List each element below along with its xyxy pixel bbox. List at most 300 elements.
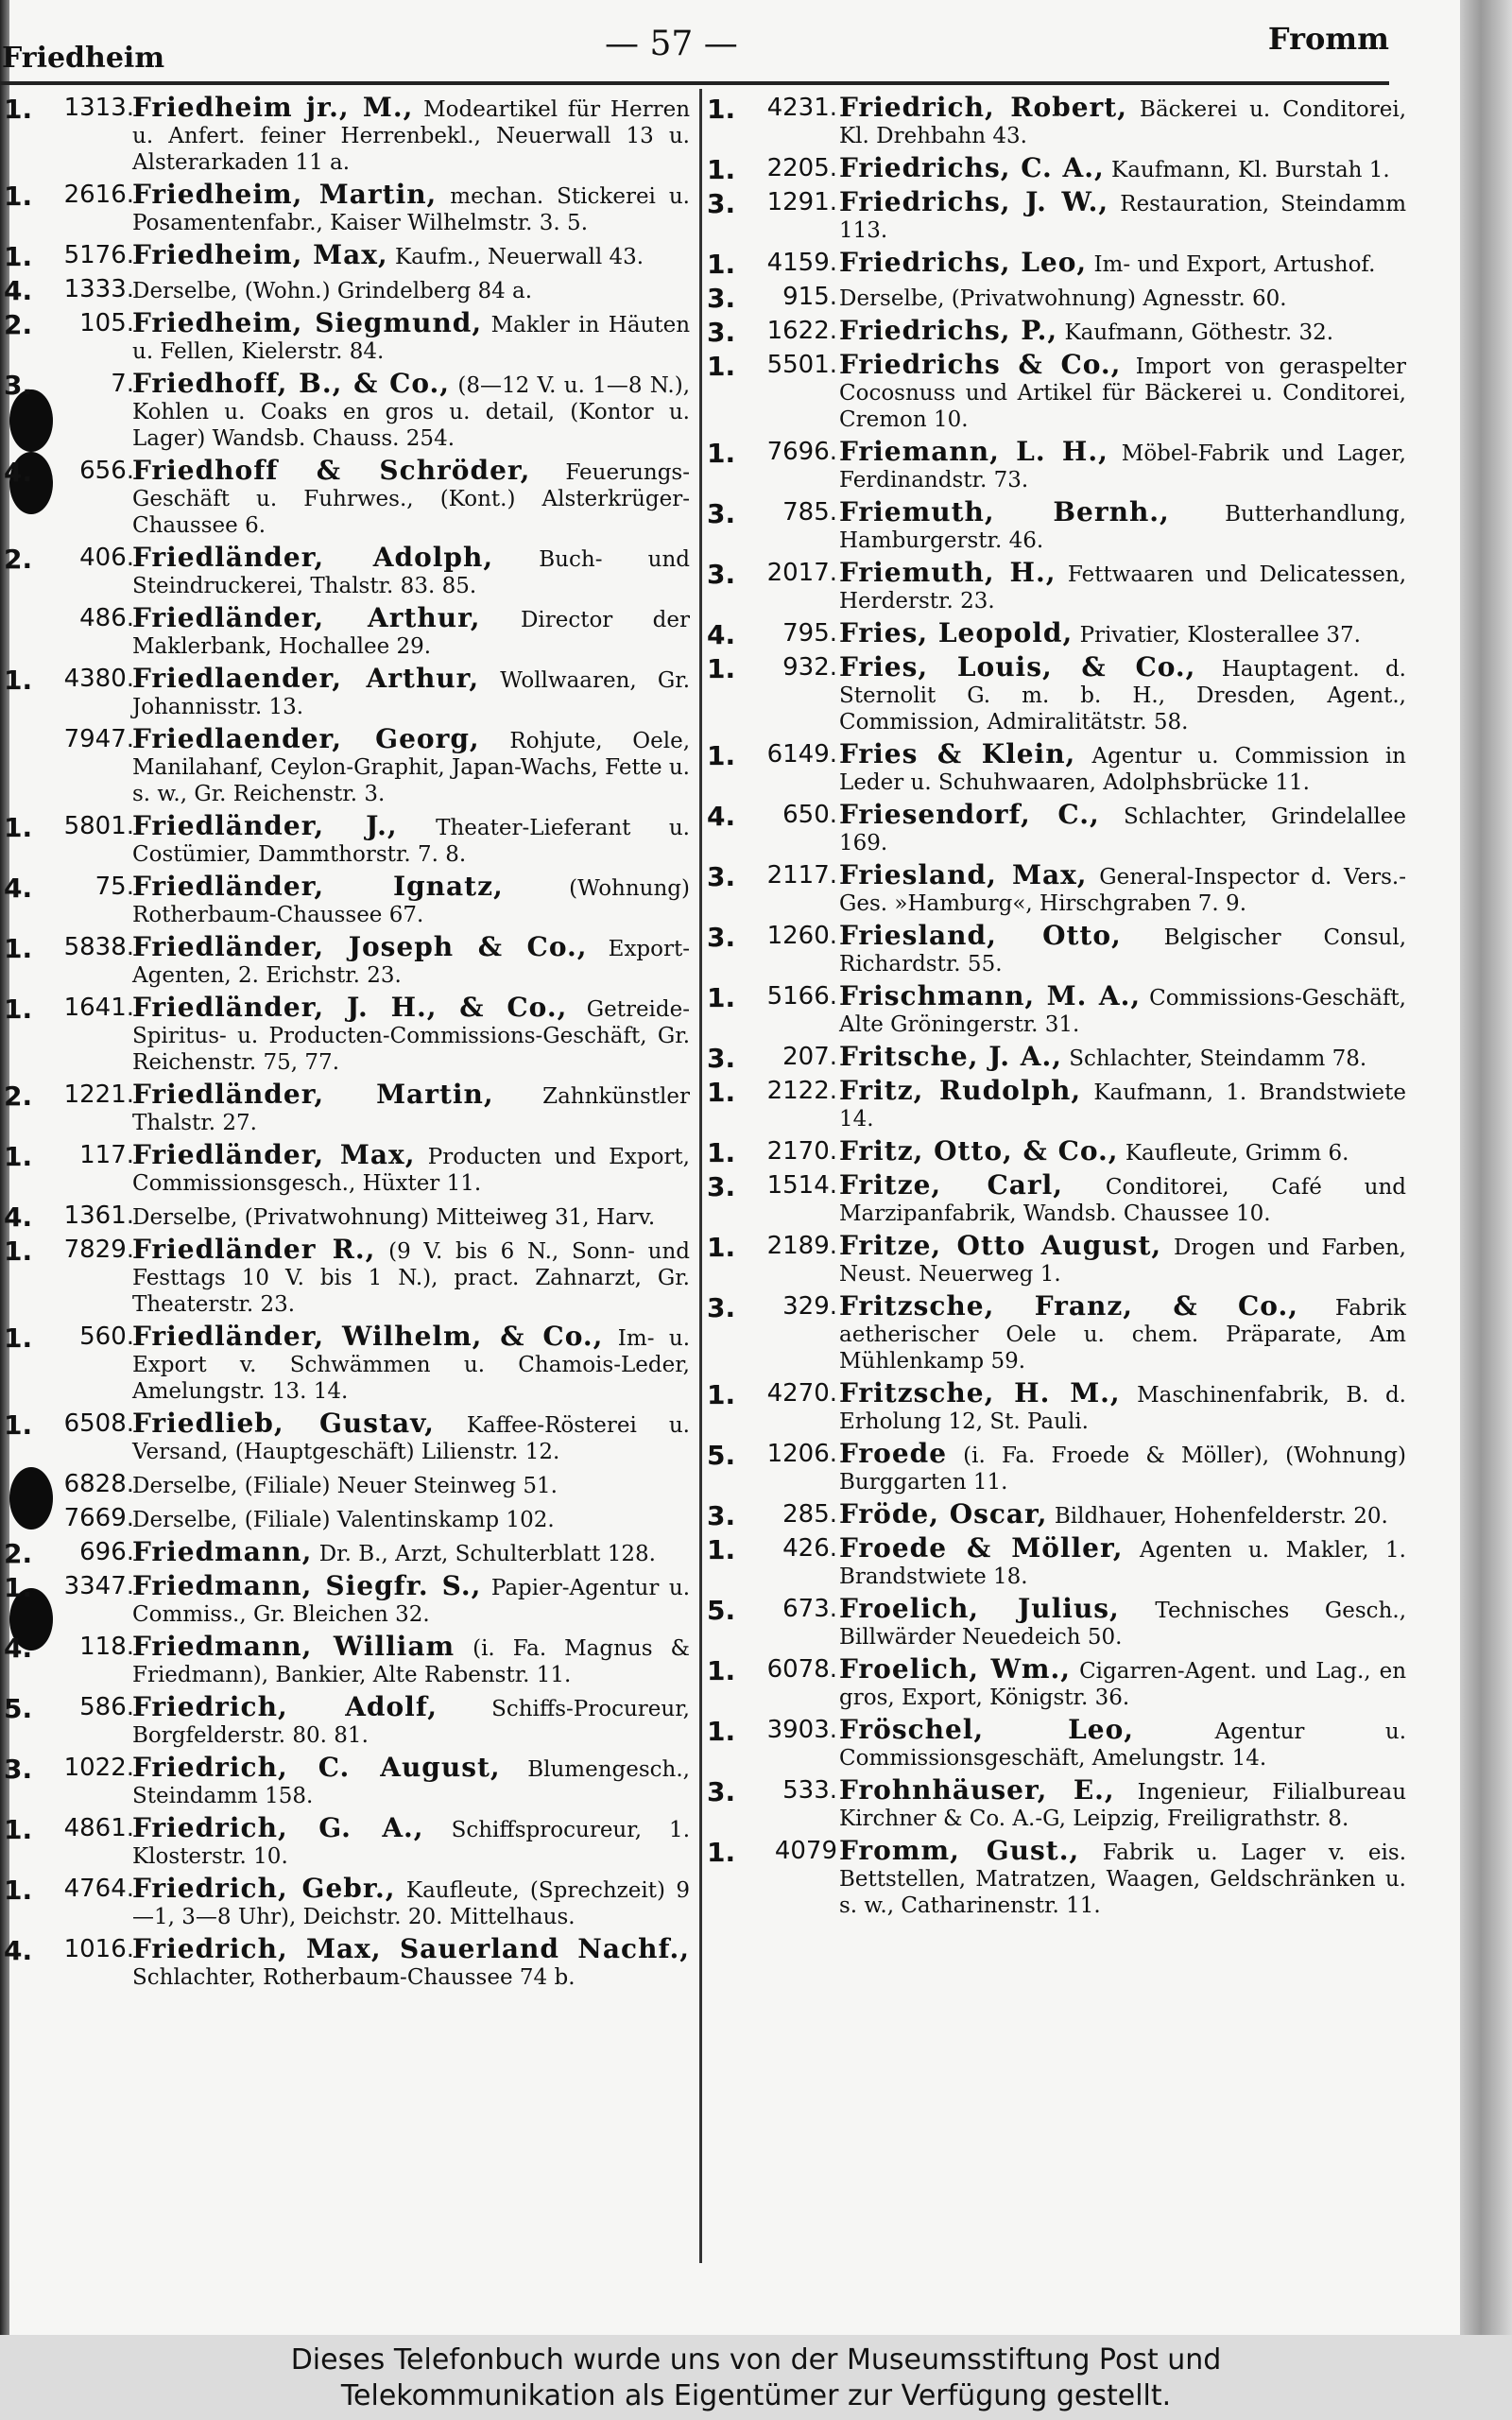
directory-entry [0, 1873, 690, 1930]
subscriber-details: Export-Agenten, 2. Erichstr. 23. [132, 937, 690, 988]
subscriber-name: Friedländer, Joseph & Co., [132, 931, 588, 962]
subscriber-details: Feuerungs-Geschäft u. Fuhrwes., (Kont.) Alsterkrüger-Chaussee 6. [132, 460, 690, 538]
subscriber-details: Fabrik u. Lager v. eis. Bettstellen, Matratzen, Waagen, Geldschränken u. s. w., Catharinenstr. 11. [839, 1841, 1407, 1918]
subscriber-name: Fritzsche, H. M., [839, 1377, 1121, 1409]
directory-entry [0, 1691, 690, 1749]
phone-number: 1361. [63, 1201, 134, 1230]
directory-entry [0, 276, 690, 304]
phone-number: 5838. [63, 933, 134, 961]
header-right-keyword: Fromm [1267, 21, 1389, 57]
page-header [0, 21, 1389, 78]
exchange-number: 1. [4, 1141, 33, 1172]
phone-number: 795. [782, 619, 837, 648]
directory-entry [0, 1410, 690, 1465]
phone-number: 1622. [766, 317, 837, 345]
exchange-number: 1. [4, 241, 33, 272]
exchange-number: 1. [4, 1875, 33, 1906]
subscriber-name: Froede [839, 1438, 948, 1469]
directory-entry [0, 931, 690, 989]
exchange-number: 3. [707, 922, 736, 953]
exchange-number: 4. [4, 1201, 33, 1233]
subscriber-name: Froede & Möller, [839, 1532, 1124, 1564]
directory-entry [707, 1169, 1407, 1227]
subscriber-name: Friedmann, William [132, 1631, 455, 1662]
subscriber-name: Fritz, Rudolph, [839, 1075, 1082, 1106]
phone-number: 5501. [766, 351, 837, 379]
subscriber-details: Im- u. Export v. Schwämmen u. Chamois-Leder, Amelungstr. 13. 14. [132, 1326, 691, 1404]
phone-number: 1291. [766, 188, 837, 216]
subscriber-name: Frohnhäuser, E., [839, 1774, 1115, 1806]
directory-entry [0, 810, 690, 868]
exchange-number: 4. [707, 801, 736, 832]
exchange-number: 1. [707, 1137, 736, 1168]
subscriber-name: Frischmann, M. A., [839, 980, 1142, 1011]
subscriber-details: (Wohnung) Rotherbaum-Chaussee 67. [132, 876, 690, 927]
phone-number: 7669. [63, 1504, 134, 1532]
directory-entry [0, 1812, 691, 1870]
directory-entry [0, 1570, 691, 1628]
phone-number: 1333. [63, 275, 134, 303]
exchange-number: 3. [707, 559, 736, 590]
subscriber-details: Fabrik aetherischer Oele u. chem. Präparate, Am Mühlenkamp 59. [839, 1296, 1406, 1374]
exchange-number: 1. [707, 351, 736, 382]
phone-number: 4861. [63, 1814, 134, 1842]
phone-number: 6078. [766, 1655, 837, 1684]
exchange-number: 2. [4, 544, 33, 575]
subscriber-name: Friedländer, Arthur, [132, 602, 481, 633]
phone-number: 915. [782, 283, 837, 311]
directory-entry [0, 994, 690, 1076]
directory-entry [0, 1323, 690, 1405]
subscriber-details: Cigarren-Agent. und Lag., en gros, Export, Königstr. 36. [839, 1659, 1407, 1710]
subscriber-details: mechan. Stickerei u. Posamentenfabr., Kaiser Wilhelmstr. 3. 5. [132, 184, 690, 235]
exchange-number: 4. [4, 457, 33, 488]
phone-number: 1641. [63, 994, 134, 1022]
subscriber-details: Kaufleute, (Sprechzeit) 9—1, 3—8 Uhr), Deichstr. 20. Mittelhaus. [132, 1878, 690, 1929]
exchange-number: 4. [4, 873, 33, 904]
subscriber-details: Technisches Gesch., Billwärder Neuedeich 50. [839, 1599, 1407, 1650]
directory-entry [0, 307, 691, 365]
phone-number: 560. [79, 1322, 134, 1351]
exchange-number: 1. [4, 1572, 33, 1603]
subscriber-name: Friedhoff, B., & Co., [132, 368, 451, 399]
subscriber-details: Kaufmann, 1. Brandstwiete 14. [839, 1080, 1406, 1132]
subscriber-details: Schiffs-Procureur, Borgfelderstr. 80. 81. [132, 1697, 690, 1748]
phone-number: 7829. [63, 1236, 134, 1264]
exchange-number: 1. [707, 1077, 736, 1108]
directory-entry [707, 92, 1406, 149]
subscriber-details: Im- und Export, Artushof. [1093, 252, 1376, 277]
subscriber-name: Fritze, Otto August, [839, 1230, 1162, 1261]
subscriber-details: Möbel-Fabrik und Lager, Ferdinandstr. 73. [839, 441, 1406, 493]
subscriber-name: Friemuth, H., [839, 557, 1057, 588]
right-column [707, 92, 1407, 1925]
phone-number: 5176. [63, 241, 134, 269]
phone-number: 5801. [63, 812, 134, 840]
directory-entry [0, 1536, 690, 1569]
phone-number: 4079 [774, 1837, 837, 1865]
exchange-number: 3. [4, 370, 33, 401]
directory-entry [707, 1135, 1406, 1168]
directory-entry [0, 1236, 690, 1318]
subscriber-details: Derselbe, (Filiale) Valentinskamp 102. [132, 1508, 555, 1532]
subscriber-details: Bildhauer, Hohenfelderstr. 20. [1054, 1504, 1388, 1529]
directory-entry [707, 349, 1406, 433]
directory-entry [707, 284, 1406, 312]
directory-entry [0, 723, 691, 807]
directory-entry [707, 1653, 1407, 1711]
phone-number: 2170. [766, 1137, 837, 1166]
exchange-number: 1. [707, 249, 736, 280]
directory-entry [707, 1774, 1407, 1832]
exchange-number: 1. [707, 1534, 736, 1565]
exchange-number: 3. [707, 317, 736, 348]
subscriber-name: Friedländer, J. H., & Co., [132, 992, 568, 1023]
subscriber-name: Friemann, L. H., [839, 436, 1108, 467]
exchange-number: 1. [707, 1379, 736, 1410]
footer-notice [0, 2335, 1512, 2420]
subscriber-details: Wollwaaren, Gr. Johannisstr. 13. [132, 668, 691, 719]
phone-number: 785. [782, 498, 837, 527]
subscriber-name: Fries, Leopold, [839, 617, 1074, 648]
directory-entry [0, 179, 690, 236]
subscriber-details: Kaufm., Neuerwall 43. [395, 245, 644, 269]
subscriber-name: Friedländer, Wilhelm, & Co., [132, 1321, 604, 1352]
exchange-number: 2. [4, 1538, 33, 1569]
subscriber-name: Friedrichs, P., [839, 315, 1058, 346]
subscriber-details: Theater-Lieferant u. Costümier, Dammthorstr. 7. 8. [132, 816, 690, 867]
phone-number: 1022. [63, 1754, 134, 1782]
subscriber-details: Commissions-Geschäft, Alte Gröningerstr. 31. [839, 986, 1406, 1037]
phone-number: 2122. [766, 1077, 837, 1105]
subscriber-name: Friedrichs, Leo, [839, 247, 1088, 278]
subscriber-name: Fröde, Oscar, [839, 1498, 1048, 1530]
phone-number: 7696. [766, 438, 837, 466]
directory-entry [0, 1471, 690, 1499]
directory-entry [707, 1377, 1406, 1435]
subscriber-details: (i. Fa. Froede & Möller), (Wohnung) Burggarten 11. [839, 1443, 1406, 1495]
phone-number: 586. [79, 1693, 134, 1721]
subscriber-name: Friesland, Max, [839, 859, 1088, 890]
subscriber-name: Friedheim, Siegmund, [132, 307, 483, 338]
exchange-number: 3. [707, 1171, 736, 1202]
exchange-number: 2. [4, 309, 33, 340]
directory-entry [707, 186, 1407, 244]
phone-number: 1016. [63, 1935, 134, 1963]
directory-entry [0, 92, 691, 176]
directory-entry [707, 1075, 1406, 1132]
directory-entry [707, 436, 1406, 493]
subscriber-details: Kaffee-Rösterei u. Versand, (Hauptgeschäft) Lilienstr. 12. [132, 1413, 690, 1464]
phone-number: 6149. [766, 740, 837, 769]
exchange-number: 1. [707, 94, 736, 125]
directory-entry [0, 602, 691, 660]
subscriber-name: Friedländer, J., [132, 810, 398, 841]
subscriber-name: Friedheim, Max, [132, 239, 388, 270]
subscriber-details: Rohjute, Oele, Manilahanf, Ceylon-Graphit, Japan-Wachs, Fette u. s. w., Gr. Reichenstr. 3. [132, 729, 691, 806]
exchange-number: 2. [4, 1080, 33, 1112]
subscriber-name: Froelich, Wm., [839, 1653, 1072, 1685]
exchange-number: 5. [4, 1693, 33, 1724]
phone-number: 1514. [766, 1171, 837, 1200]
phone-number: 118. [79, 1633, 134, 1661]
left-column [0, 92, 691, 1996]
subscriber-details: Schlachter, Steindamm 78. [1069, 1046, 1367, 1071]
directory-entry [707, 980, 1406, 1038]
subscriber-name: Friedrichs, C. A., [839, 152, 1105, 183]
phone-number: 117. [79, 1141, 134, 1169]
subscriber-details: Schlachter, Grindelallee 169. [839, 804, 1406, 856]
phone-number: 4159. [766, 249, 837, 277]
subscriber-details: Derselbe, (Wohn.) Grindelberg 84 a. [132, 279, 533, 303]
directory-entry [707, 1041, 1406, 1074]
subscriber-name: Friedländer, Ignatz, [132, 871, 504, 902]
subscriber-details: Bäckerei u. Conditorei, Kl. Drehbahn 43. [839, 97, 1406, 148]
exchange-number: 1. [4, 181, 33, 212]
subscriber-name: Friedmann, [132, 1536, 313, 1567]
exchange-number: 3. [4, 1754, 33, 1785]
exchange-number: 1. [707, 740, 736, 771]
subscriber-name: Froelich, Julius, [839, 1593, 1120, 1624]
phone-number: 3903. [766, 1716, 837, 1744]
directory-entry [707, 1230, 1406, 1288]
exchange-number: 1. [707, 1655, 736, 1686]
directory-entry [707, 1290, 1406, 1374]
subscriber-name: Friedmann, Siegfr. S., [132, 1570, 482, 1601]
exchange-number: 1. [4, 1236, 33, 1267]
subscriber-name: Fries, Louis, & Co., [839, 651, 1196, 683]
subscriber-name: Friedrich, Max, Sauerland Nachf., [132, 1933, 690, 1964]
subscriber-details: Import von geraspelter Cocosnuss und Artikel für Bäckerei u. Conditorei, Cremon 10. [839, 354, 1406, 432]
subscriber-details: Zahnkünstler Thalstr. 27. [132, 1084, 690, 1135]
directory-entry [707, 799, 1406, 856]
subscriber-name: Friedlaender, Georg, [132, 723, 480, 754]
phone-number: 1206. [766, 1440, 837, 1468]
phone-number: 2616. [63, 181, 134, 209]
subscriber-details: Derselbe, (Privatwohnung) Mitteiweg 31, Harv. [132, 1205, 656, 1230]
directory-entry [0, 455, 690, 539]
directory-entry [0, 873, 690, 928]
phone-number: 533. [782, 1776, 837, 1805]
directory-entry [707, 496, 1406, 554]
directory-entry [0, 663, 691, 720]
directory-entry [707, 315, 1406, 348]
exchange-number: 3. [707, 283, 736, 314]
phone-number: 656. [79, 457, 134, 485]
directory-entry [0, 1081, 690, 1136]
subscriber-name: Friedrich, Adolf, [132, 1691, 438, 1722]
phone-number: 486. [79, 604, 134, 632]
footer-line-2: Telekommunikation als Eigentümer zur Verfügung gestellt. [340, 2379, 1172, 2412]
subscriber-details: (8—12 V. u. 1—8 N.), Kohlen u. Coaks en gros u. detail, (Kontor u. Lager) Wandsb. Chauss. 254. [132, 373, 691, 451]
subscriber-name: Fritzsche, Franz, & Co., [839, 1290, 1298, 1322]
exchange-number: 1. [4, 933, 33, 964]
directory-entry [0, 1631, 691, 1688]
subscriber-details: Modeartikel für Herren u. Anfert. feiner Herrenbekl., Neuerwall 13 u. Alsterarkaden 11 a. [132, 97, 691, 175]
subscriber-details: Producten und Export, Commissionsgesch., Hüxter 11. [132, 1145, 690, 1196]
subscriber-details: (9 V. bis 6 N., Sonn- und Festtags 10 V. bis 1 N.), pract. Zahnarzt, Gr. Theaterstr. 23. [132, 1239, 691, 1317]
phone-number: 1313. [63, 94, 134, 122]
directory-entry [0, 544, 690, 599]
phone-number: 105. [79, 309, 134, 337]
subscriber-name: Friedlaender, Arthur, [132, 663, 480, 694]
subscriber-name: Fritze, Carl, [839, 1169, 1064, 1201]
phone-number: 696. [79, 1538, 134, 1566]
exchange-number: 1. [4, 1409, 33, 1441]
exchange-number: 5. [707, 1440, 736, 1471]
phone-number: 650. [782, 801, 837, 829]
directory-entry [0, 368, 691, 452]
exchange-number: 1. [707, 1232, 736, 1263]
subscriber-details: Derselbe, (Filiale) Neuer Steinweg 51. [132, 1474, 558, 1498]
directory-entry [707, 1532, 1406, 1590]
exchange-number: 1. [4, 994, 33, 1025]
exchange-number: 4. [4, 1935, 33, 1966]
page-number: — 57 — [605, 25, 738, 63]
subscriber-details: Papier-Agentur u. Commiss., Gr. Bleichen 32. [132, 1576, 691, 1627]
exchange-number: 3. [707, 1776, 736, 1807]
phone-number: 3347. [63, 1572, 134, 1600]
exchange-number: 1. [4, 1814, 33, 1845]
exchange-number: 1. [707, 1716, 736, 1747]
subscriber-name: Friedländer, Max, [132, 1139, 416, 1170]
phone-number: 5166. [766, 982, 837, 1011]
phone-number: 6508. [63, 1409, 134, 1438]
directory-entry [707, 1498, 1406, 1531]
subscriber-details: Schiffsprocureur, 1. Klosterstr. 10. [132, 1818, 691, 1869]
exchange-number: 1. [4, 665, 33, 696]
subscriber-details: Restauration, Steindamm 113. [839, 192, 1407, 243]
subscriber-details: Kaufleute, Grimm 6. [1125, 1141, 1349, 1166]
directory-entry [0, 1202, 690, 1231]
exchange-number: 4. [4, 275, 33, 306]
subscriber-details: Privatier, Klosterallee 37. [1079, 623, 1361, 648]
subscriber-name: Fromm, Gust., [839, 1835, 1080, 1866]
subscriber-name: Friedrichs, J. W., [839, 186, 1109, 217]
subscriber-details: Butterhandlung, Hamburgerstr. 46. [839, 502, 1406, 553]
directory-entry [0, 1754, 690, 1809]
subscriber-name: Fröschel, Leo, [839, 1714, 1135, 1745]
phone-number: 426. [782, 1534, 837, 1563]
phone-number: 329. [782, 1292, 837, 1321]
subscriber-details: Kaufmann, Kl. Burstah 1. [1111, 158, 1390, 182]
phone-number: 4231. [766, 94, 837, 122]
subscriber-details: Dr. B., Arzt, Schulterblatt 128. [318, 1542, 656, 1566]
exchange-number: 4. [4, 1633, 33, 1664]
phone-number: 207. [782, 1043, 837, 1071]
header-left-keyword: Friedheim [2, 42, 165, 75]
exchange-number: 1. [707, 154, 736, 185]
directory-entry [0, 1139, 690, 1197]
subscriber-details: Buch- und Steindruckerei, Thalstr. 83. 85. [132, 547, 690, 598]
subscriber-name: Friedrich, C. August, [132, 1752, 501, 1783]
exchange-number: 1. [707, 438, 736, 469]
subscriber-name: Friedlieb, Gustav, [132, 1408, 435, 1439]
subscriber-details: Schlachter, Rotherbaum-Chaussee 74 b. [132, 1965, 576, 1990]
exchange-number: 1. [707, 982, 736, 1013]
phone-number: 4380. [63, 665, 134, 693]
exchange-number: 3. [707, 1500, 736, 1531]
subscriber-details: Agentur u. Commission in Leder u. Schuhwaaren, Adolphsbrücke 11. [839, 744, 1406, 795]
exchange-number: 1. [4, 94, 33, 125]
directory-entry [707, 1714, 1407, 1772]
phone-number: 2017. [766, 559, 837, 587]
directory-entry [707, 617, 1406, 650]
subscriber-details: Derselbe, (Privatwohnung) Agnesstr. 60. [839, 286, 1287, 311]
phone-number: 6828. [63, 1470, 134, 1498]
subscriber-details: Agentur u. Commissionsgeschäft, Amelungstr. 14. [839, 1720, 1407, 1771]
directory-entry [707, 859, 1406, 917]
phone-number: 1260. [766, 922, 837, 950]
phone-number: 75. [94, 873, 134, 901]
phone-number: 4764. [63, 1875, 134, 1903]
directory-entry [707, 1593, 1407, 1651]
phone-number: 673. [782, 1595, 837, 1623]
subscriber-details: Belgischer Consul, Richardstr. 55. [839, 925, 1407, 977]
exchange-number: 3. [707, 1043, 736, 1074]
subscriber-details: Maschinenfabrik, B. d. Erholung 12, St. Pauli. [839, 1383, 1406, 1434]
phone-number: 7. [111, 370, 134, 398]
subscriber-name: Friedhoff & Schröder, [132, 455, 531, 486]
exchange-number: 1. [4, 812, 33, 843]
exchange-number: 4. [707, 619, 736, 650]
page-right-edge [1460, 0, 1512, 2335]
subscriber-details: Agenten u. Makler, 1. Brandstwiete 18. [839, 1538, 1406, 1589]
subscriber-details: Conditorei, Café und Marzipanfabrik, Wandsb. Chaussee 10. [839, 1175, 1407, 1226]
phone-number: 4270. [766, 1379, 837, 1408]
subscriber-details: Kaufmann, Göthestr. 32. [1064, 320, 1334, 345]
subscriber-details: Fettwaaren und Delicatessen, Herderstr. 23. [839, 562, 1407, 614]
subscriber-name: Friesendorf, C., [839, 799, 1100, 830]
phone-number: 2189. [766, 1232, 837, 1260]
subscriber-name: Friedländer, Adolph, [132, 542, 494, 573]
subscriber-name: Friedheim, Martin, [132, 179, 438, 210]
subscriber-name: Fries & Klein, [839, 738, 1076, 769]
directory-entry [707, 557, 1407, 614]
footer-line-1: Dieses Telefonbuch wurde uns von der Museumsstiftung Post und [290, 2343, 1222, 2377]
directory-entry [0, 1505, 690, 1533]
exchange-number: 1. [4, 1322, 33, 1354]
phone-number: 406. [79, 544, 134, 572]
subscriber-details: Hauptagent. d. Sternolit G. m. b. H., Dresden, Agent., Commission, Admiralitätstr. 58. [839, 657, 1406, 735]
directory-entry [707, 1835, 1407, 1919]
subscriber-name: Friedländer R., [132, 1234, 376, 1265]
directory-entry [707, 152, 1406, 185]
subscriber-name: Fritz, Otto, & Co., [839, 1135, 1119, 1167]
exchange-number: 3. [707, 861, 736, 892]
header-rule [0, 81, 1389, 85]
directory-entry [707, 247, 1406, 280]
exchange-number: 3. [707, 1292, 736, 1323]
directory-entry [707, 920, 1407, 977]
directory-entry [707, 651, 1406, 735]
subscriber-name: Friesland, Otto, [839, 920, 1122, 951]
exchange-number: 1. [707, 653, 736, 684]
subscriber-name: Fritsche, J. A., [839, 1041, 1062, 1072]
exchange-number: 1. [707, 1837, 736, 1868]
subscriber-name: Friedrich, G. A., [132, 1812, 424, 1843]
subscriber-name: Friedrichs & Co., [839, 349, 1122, 380]
exchange-number: 5. [707, 1595, 736, 1626]
subscriber-details: Blumengesch., Steindamm 158. [132, 1757, 690, 1808]
subscriber-name: Friemuth, Bernh., [839, 496, 1170, 527]
phone-number: 2205. [766, 154, 837, 182]
subscriber-details: (i. Fa. Magnus & Friedmann), Bankier, Alte Rabenstr. 11. [132, 1636, 691, 1687]
exchange-number: 3. [707, 498, 736, 529]
phone-number: 285. [782, 1500, 837, 1529]
subscriber-details: General-Inspector d. Vers.-Ges. »Hamburg«, Hirschgraben 7. 9. [839, 865, 1406, 916]
subscriber-details: Drogen und Farben, Neust. Neuerweg 1. [839, 1236, 1406, 1287]
